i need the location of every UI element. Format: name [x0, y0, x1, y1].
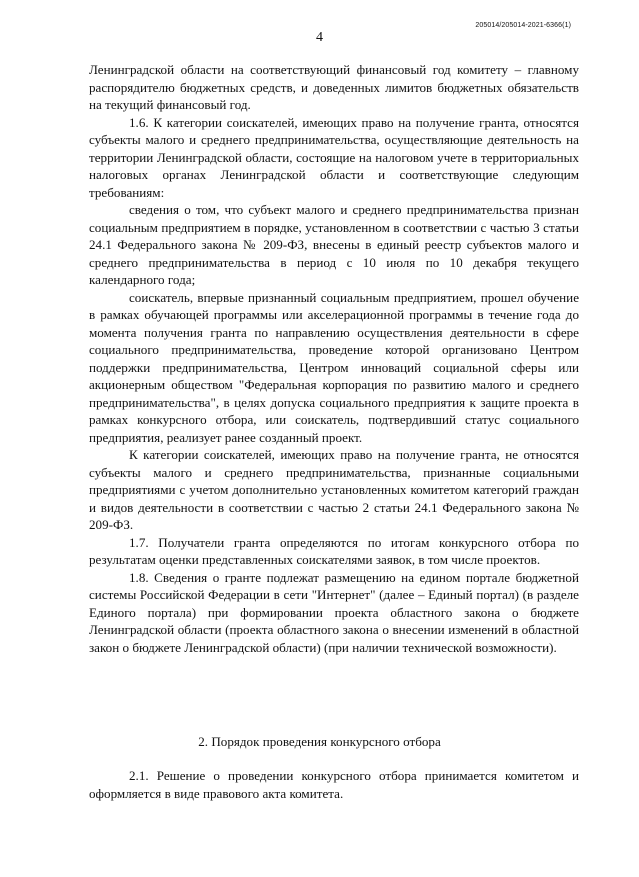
section-heading: 2. Порядок проведения конкурсного отбора [198, 734, 441, 749]
paragraph-1-6: 1.6. К категории соискателей, имеющих право на получение гранта, относятся субъекты малого и среднего предпринимательства, осуществляющие деятельность на территории Ленинградской области, состоящие на налоговом учете в территориальных налоговых органах Ленинградской области и соответствующие следующим требованиям: [89, 114, 579, 200]
paragraph-2-1: 2.1. Решение о проведении конкурсного отбора принимается комитетом и оформляется в виде правового акта комитета. [89, 768, 579, 801]
page-number: 4 [316, 30, 323, 45]
document-body [89, 61, 579, 656]
paragraph-1-7: 1.7. Получатели гранта определяются по итогам конкурсного отбора по результатам оценки представленных соискателями заявок, в том числе проектов. [89, 534, 579, 567]
paragraph-exclusion: К категории соискателей, имеющих право на получение гранта, не относятся субъекты малого и среднего предпринимательства, признанные социальными предприятиями с учетом дополнительно установленных комитетом категорий граждан и видов деятельности в соответствии с частью 2 статьи 24.1 Федерального закона № 209-ФЗ. [89, 447, 579, 532]
paragraph-requirement-1: сведения о том, что субъект малого и среднего предпринимательства признан социальным предприятием в порядке, установленном в соответствии с частью 3 статьи 24.1 Федерального закона № 209-ФЗ, внесены в единый реестр субъектов малого и среднего предпринимательства в период с 10 июля по 10 декабря текущего календарного года; [89, 202, 579, 287]
paragraph-continuation: Ленинградской области на соответствующий финансовый год комитету – главному распорядителю бюджетных средств, и доведенных лимитов бюджетных обязательств на текущий финансовый год. [89, 62, 579, 112]
paragraph-requirement-2: соискатель, впервые признанный социальным предприятием, прошел обучение в рамках обучающей программы или акселерационной программы в течение года до момента получения гранта по направлению осуществления деятельности в сфере социального предпринимательства, проведение которой организовано Центром поддержки предпринимательства, Центром инноваций социальной сферы или акционерным обществом "Федеральная корпорация по развитию малого и среднего предпринимательства", в целях допуска социального предприятия к защите проекта в рамках конкурсного отбора, или соискатель, подтвердивший статус социального предприятия, реализует ранее созданный проект. [89, 289, 579, 445]
paragraph-1-8: 1.8. Сведения о гранте подлежат размещению на едином портале бюджетной системы Российской Федерации в сети "Интернет" (далее – Единый портал) (в разделе Единого портала) при формировании проекта областного закона о бюджете Ленинградской области (проекта областного закона о внесении изменений в областной закон о бюджете Ленинградской области) (при наличии технической возможности). [89, 569, 579, 655]
document-id: 205014/205014-2021-6366(1) [475, 22, 571, 29]
